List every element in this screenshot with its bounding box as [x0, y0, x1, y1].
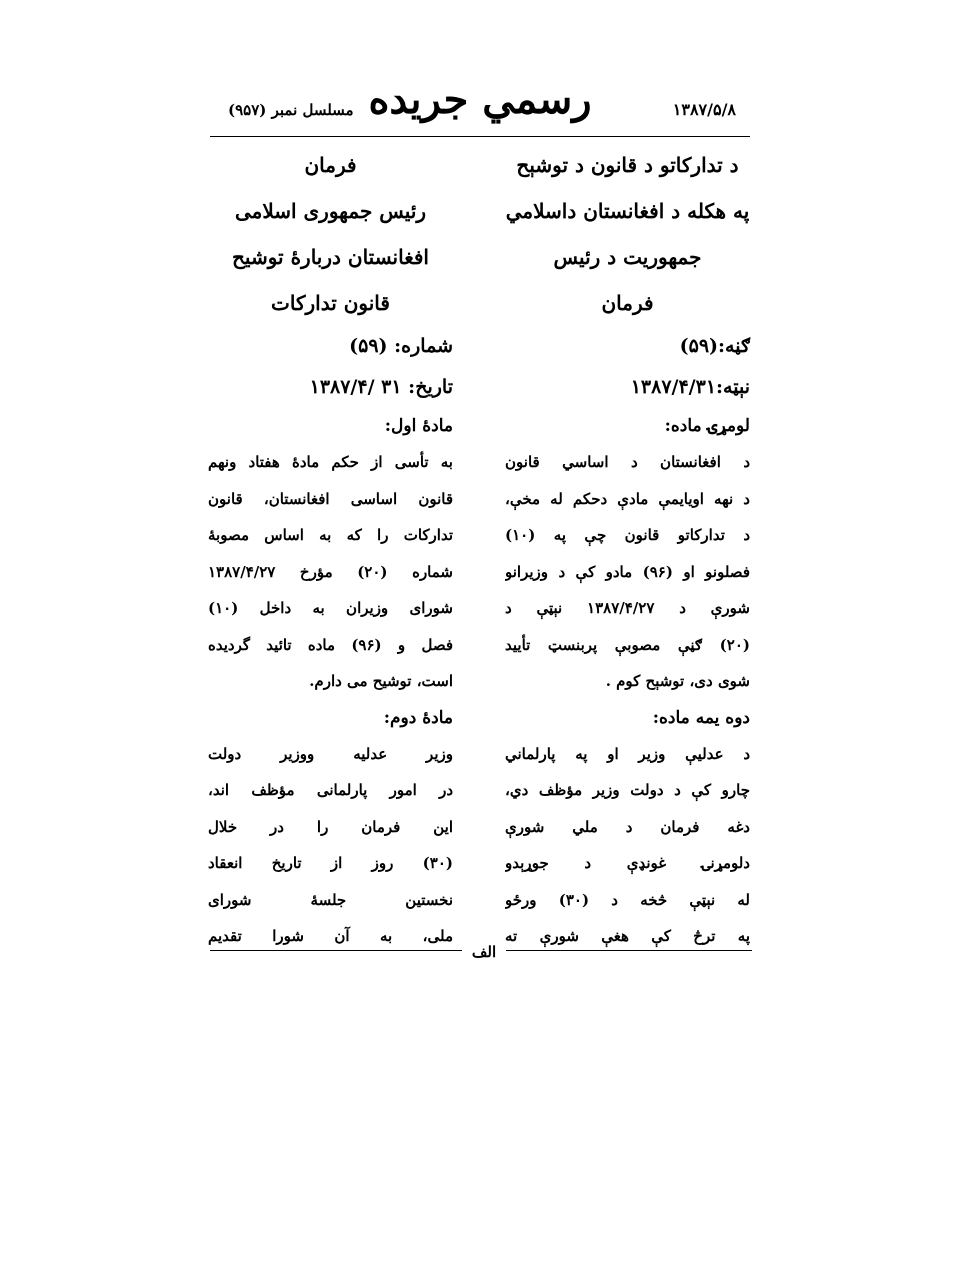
dari-column: [208, 142, 453, 955]
dari-article1-title: مادهٔ اول:: [384, 416, 453, 436]
pashto-heading-line: په هکله د افغانستان داسلامي: [505, 199, 750, 223]
pashto-article2-title: دوه يمه ماده:: [652, 707, 750, 728]
serial-number: مسلسل نمبر (۹۵۷): [228, 101, 354, 119]
dari-article1-line: قانون اساسی افغانستان، قانون: [208, 489, 453, 508]
dari-heading-line: قانون تدارکات: [271, 291, 390, 315]
dari-article1-line: شماره (۲۰) مؤرخ ۱۳۸۷/۴/۲۷: [208, 562, 453, 581]
pashto-decree-number: ګڼه:(۵۹): [679, 335, 750, 357]
pashto-article1-line: شوی دی، توشېح کوم .: [605, 672, 750, 690]
pashto-article1-line: فصلونو او (۹۶) مادو کې د وزيرانو: [505, 562, 750, 581]
pashto-article2-line: چارو کې د دولت وزير مؤظف دي،: [505, 781, 750, 799]
dari-article2-line: اين فرمان را در خلال: [208, 817, 453, 836]
pashto-column: [505, 142, 750, 955]
dari-article2-title: مادهٔ دوم:: [383, 707, 453, 728]
footer-rule-left: [210, 950, 462, 951]
pashto-article1-line: د افغانستان د اساسي قانون: [505, 453, 750, 471]
dari-article1-line: تدارکات را که به اساس مصوبهٔ: [208, 526, 453, 544]
dari-article1-line: شورای وزيران به داخل (۱۰): [208, 599, 453, 617]
dari-article1-line: به تأسی از حکم مادهٔ هفتاد ونهم: [208, 453, 453, 471]
dari-article2-line: وزير عدليه ووزير دولت: [208, 744, 453, 763]
pashto-heading-line: فرمان: [601, 291, 654, 315]
dari-article2-line: ملی، به آن شورا تقديم: [208, 927, 453, 945]
dari-heading-line: افغانستان دربارهٔ توشيح: [232, 245, 429, 269]
pashto-article1-title: لومړۍ ماده:: [664, 416, 750, 436]
pashto-article2-line: له نېټې څخه د (۳۰) ورځو: [505, 890, 750, 909]
pashto-article2-line: په ترڅ کې هغې شورې ته: [505, 927, 750, 945]
pashto-article1-line: (۲۰) ګڼې مصوبې پربنسټ تأييد: [505, 635, 750, 654]
dari-article2-line: نخستين جلسهٔ شورای: [208, 890, 453, 909]
dari-article1-line: است، توشيح می دارم.: [309, 672, 453, 690]
page-label: الف: [471, 943, 497, 961]
issue-date: ۱۳۸۷/۵/۸: [672, 100, 736, 119]
footer-rule-right: [506, 950, 752, 951]
dari-heading-line: فرمان: [304, 153, 357, 177]
dari-article2-line: (۳۰) روز از تاريخ انعقاد: [208, 854, 453, 872]
pashto-decree-date: نېټه:۱۳۸۷/۴/۳۱: [630, 376, 750, 398]
dari-decree-number: شماره: (۵۹): [349, 335, 453, 357]
gazette-title: رسمي جريده: [368, 76, 592, 123]
pashto-article2-line: دغه فرمان د ملي شورې: [505, 817, 750, 836]
pashto-article1-line: د تدارکاتو قانون چې په (۱۰): [505, 526, 750, 544]
pashto-article2-line: دلومړنۍ غونډې د جوړېدو: [505, 854, 750, 872]
pashto-article2-line: د عدليې وزير او په پارلماني: [505, 744, 750, 763]
pashto-article1-line: شورې د ۱۳۸۷/۴/۲۷ نېټې د: [505, 599, 750, 617]
pashto-article1-line: د نهه اويايمې مادې دحکم له مخې،: [505, 489, 750, 508]
pashto-heading-line: جمهوريت د رئيس: [553, 245, 702, 269]
dari-decree-date: تاريخ: ۳۱ /۱۳۸۷/۴: [309, 376, 453, 398]
pashto-heading-line: د تدارکاتو د قانون د توشېح: [516, 153, 739, 177]
masthead: [210, 72, 750, 137]
dari-heading-line: رئيس جمهوری اسلامی: [234, 199, 427, 223]
dari-article2-line: در امور پارلمانی مؤظف اند،: [208, 781, 453, 799]
dari-article1-line: فصل و (۹۶) ماده تائيد گرديده: [208, 635, 453, 654]
